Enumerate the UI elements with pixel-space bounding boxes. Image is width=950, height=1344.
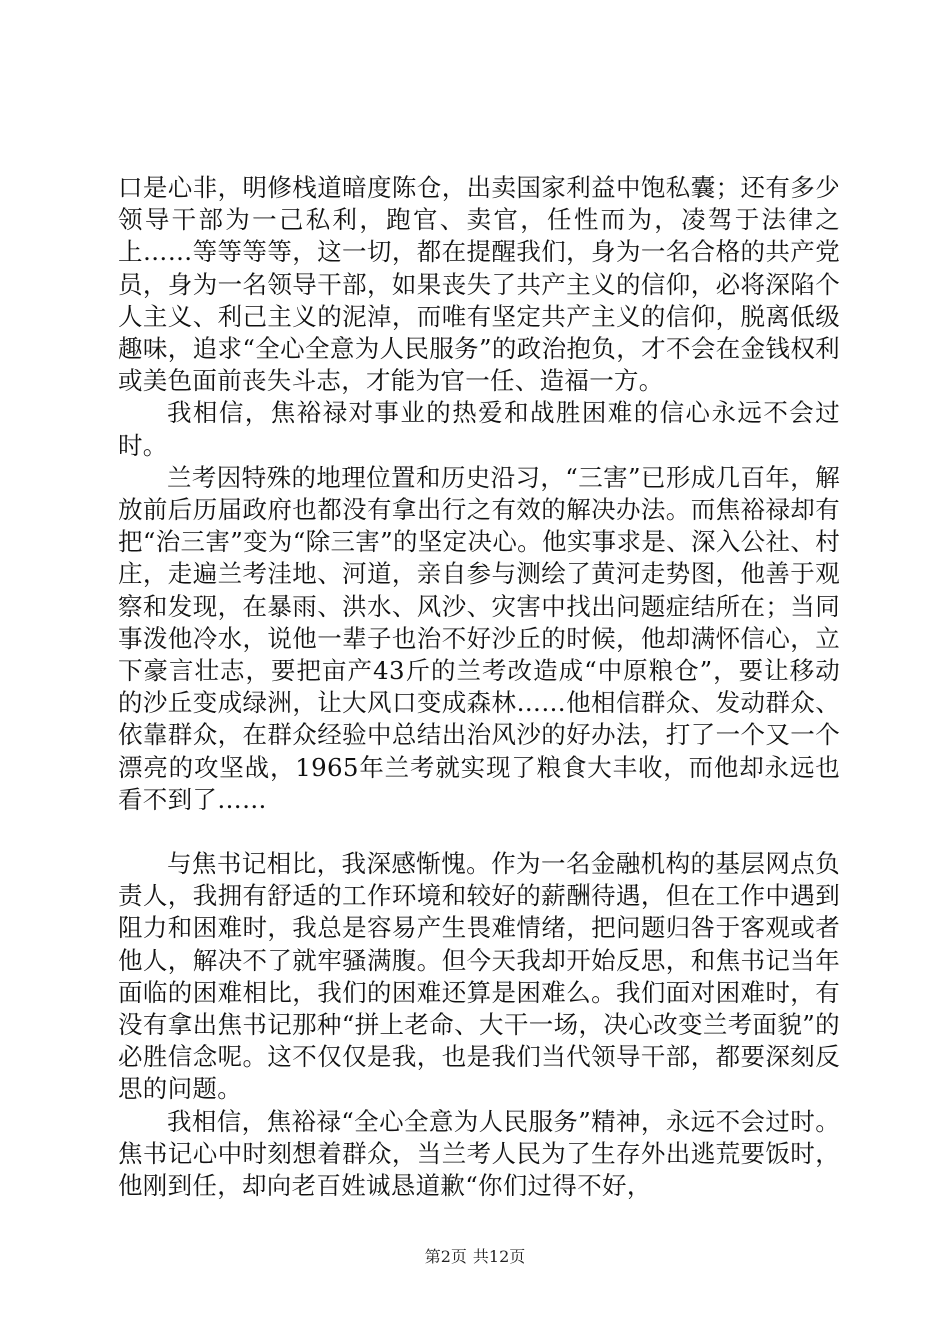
paragraph-self-reflection: 与焦书记相比，我深感惭愧。作为一名金融机构的基层网点负责人，我拥有舒适的工作环境和较好的薪酬待遇，但在工作中遇到阻力和困难时，我总是容易产生畏难情绪，把问题归咎于客观或者他人，解决不了就牢骚满腹。但今天我却开始反思，和焦书记当年面临的困难相比，我们的困难还算是困难么。我们面对困难时，有没有拿出焦书记那种“拼上老命、大干一场，决心改变兰考面貌”的必胜信念呢。这不仅仅是我，也是我们当代领导干部，都要深刻反思的问题。 — [118, 849, 840, 1104]
paragraph-serve-people: 我相信，焦裕禄“全心全意为人民服务”精神，永远不会过时。焦书记心中时刻想着群众，当兰考人民为了生存外出逃荒要饭时，他刚到任，却向老百姓诚恳道歉“你们过得不好， — [118, 1106, 840, 1201]
paragraph-lankao-three-harms: 兰考因特殊的地理位置和历史沿习，“三害”已形成几百年，解放前后历届政府也都没有拿出行之有效的解决办法。而焦裕禄却有把“治三害”变为“除三害”的坚定决心。他实事求是、深入公社、村庄，走遍兰考洼地、河道，亲自参与测绘了黄河走势图，他善于观察和发现，在暴雨、洪水、风沙、灾害中找出问题症结所在；当同事泼他冷水，说他一辈子也治不好沙丘的时候，他却满怀信心，立下豪言壮志，要把亩产43斤的兰考改造成“中原粮仓”，要让移动的沙丘变成绿洲，让大风口变成森林……他相信群众、发动群众、依靠群众，在群众经验中总结出治风沙的好办法，打了一个又一个漂亮的攻坚战，1965年兰考就实现了粮食大丰收，而他却永远也看不到了…… — [118, 462, 840, 814]
document-body — [118, 172, 840, 1202]
paragraph-spacer — [118, 816, 840, 848]
page-total: 共12页 — [472, 1247, 526, 1266]
paragraph-belief-confidence: 我相信，焦裕禄对事业的热爱和战胜困难的信心永远不会过时。 — [118, 398, 840, 460]
paragraph-continuation: 口是心非，明修栈道暗度陈仓，出卖国家利益中饱私囊；还有多少领导干部为一己私利，跑官、卖官，任性而为，凌驾于法律之上……等等等等，这一切，都在提醒我们，身为一名合格的共产党员，身为一名领导干部，如果丧失了共产主义的信仰，必将深陷个人主义、利己主义的泥淖，而唯有坚定共产主义的信仰，脱离低级趣味，追求“全心全意为人民服务”的政治抱负，才不会在金钱权利或美色面前丧失斗志，才能为官一任、造福一方。 — [118, 173, 840, 396]
page-number: 第2页 — [424, 1247, 467, 1266]
page-footer — [0, 1244, 950, 1267]
